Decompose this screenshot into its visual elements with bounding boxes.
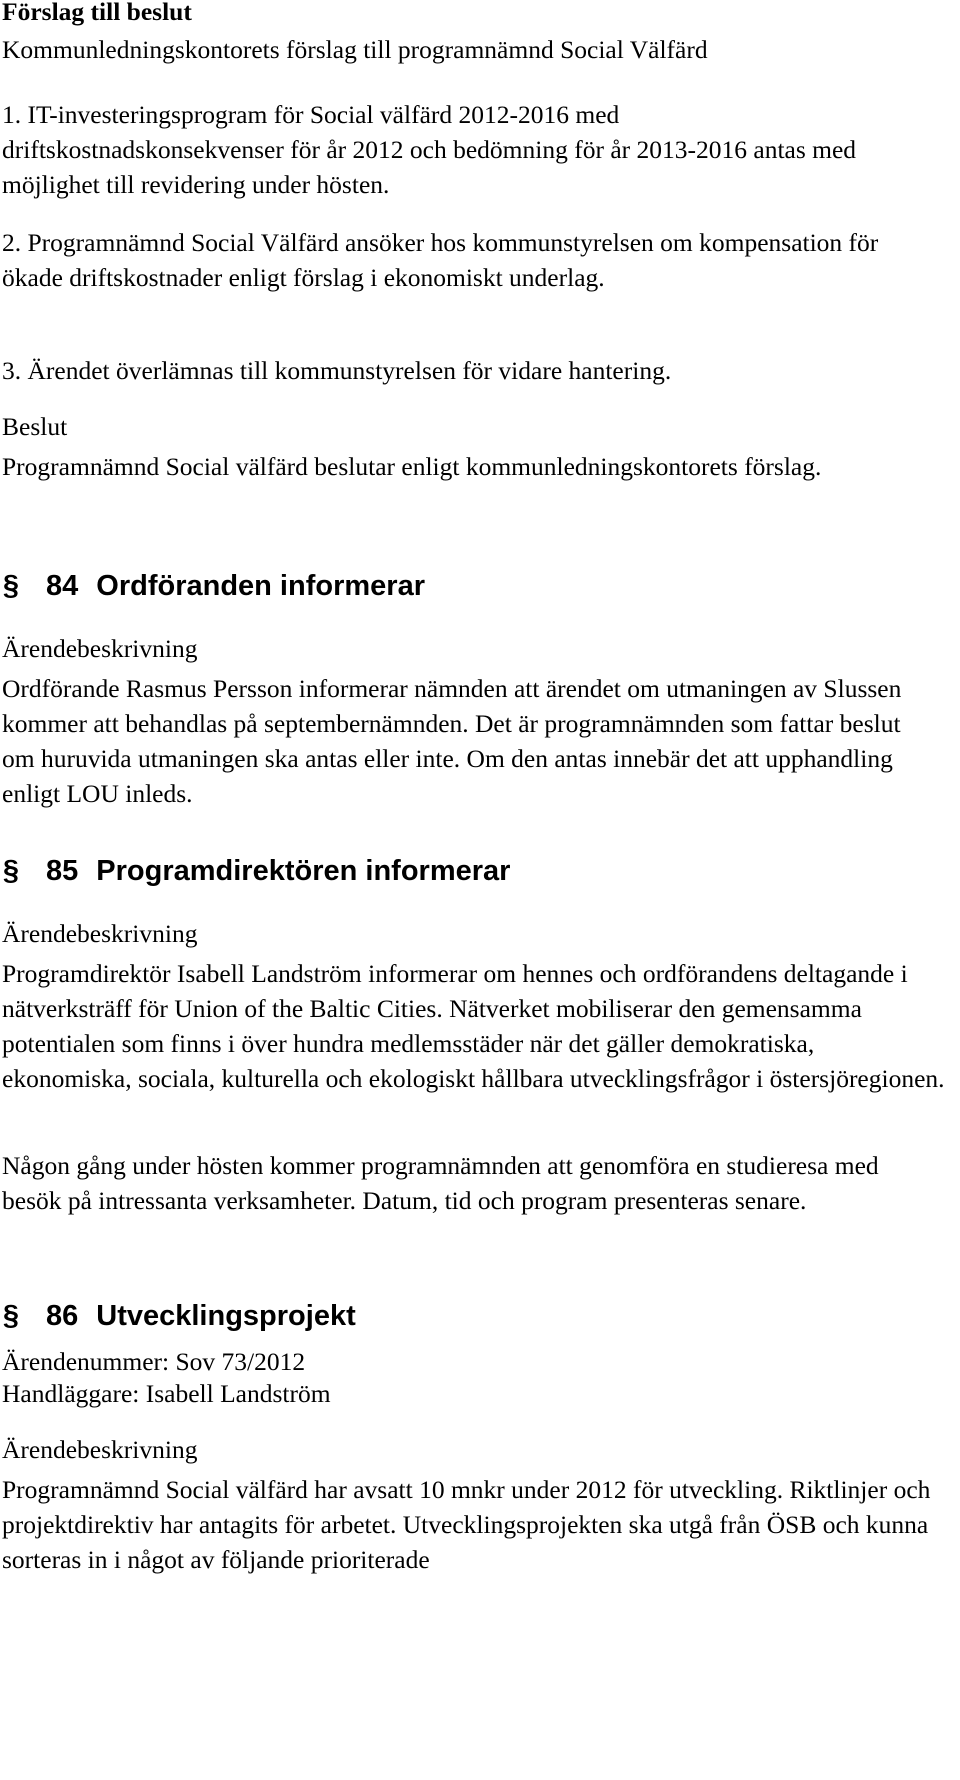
section-sign-icon: § — [2, 1300, 20, 1332]
forslag-item-2: 2. Programnämnd Social Välfärd ansöker hos kommunstyrelsen om kompensation för ökade driftskostnader enligt förslag i ekonomiskt underlag. — [2, 228, 879, 292]
section-number: 86 — [46, 1300, 79, 1332]
section-84-heading — [2, 566, 960, 606]
section-title: Programdirektören informerar — [96, 855, 511, 887]
beslut-heading: Beslut — [2, 412, 68, 441]
forslag-item-3: 3. Ärendet överlämnas till kommunstyrelsen för vidare hantering. — [2, 356, 672, 385]
forslag-item-1: 1. IT-investeringsprogram för Social välfärd 2012-2016 med driftskostnadskonsekvenser för år 2012 och bedömning för år 2013-2016 antas med möjlighet till revidering under hösten. — [2, 100, 857, 199]
forslag-heading: Förslag till beslut — [2, 0, 192, 26]
section-84-text: Ordförande Rasmus Persson informerar nämnden att ärendet om utmaningen av Slussen kommer att behandlas på septembernämnden. Det är programnämnden som fattar beslut om huruvida utmaningen ska antas eller inte. Om den antas innebär det att upphandling enligt LOU inleds. — [2, 674, 902, 808]
section-86-text: Programnämnd Social välfärd har avsatt 10 mnkr under 2012 för utveckling. Riktlinjer och projektdirektiv har antagits för arbetet. Utvecklingsprojekten ska utgå från ÖSB och kunna sorteras in i något av följande prioriterade — [2, 1475, 931, 1574]
section-title: Utvecklingsprojekt — [96, 1300, 356, 1332]
beslut-text: Programnämnd Social välfärd beslutar enligt kommunledningskontorets förslag. — [2, 452, 822, 481]
section-sign-icon: § — [2, 855, 20, 887]
section-85-heading — [2, 851, 960, 891]
forslag-intro: Kommunledningskontorets förslag till programnämnd Social Välfärd — [2, 35, 708, 64]
section-86-heading — [2, 1296, 960, 1336]
handlaggare: Handläggare: Isabell Landström — [2, 1379, 331, 1408]
section-title: Ordföranden informerar — [96, 570, 425, 602]
arendenummer: Ärendenummer: Sov 73/2012 — [2, 1347, 306, 1376]
section-sign-icon: § — [2, 570, 20, 602]
section-85-text-1: Programdirektör Isabell Landström informerar om hennes och ordförandens deltagande i nätverksträff för Union of the Baltic Cities. Nätverket mobiliserar den gemensamma potentialen som finns i över hundra medlemsstäder när det gäller demokratiska, ekonomiska, sociala, kulturella och ekologiskt hållbara utvecklingsfrågor i östersjöregionen. — [2, 959, 945, 1093]
section-number: 84 — [46, 570, 79, 602]
section-84-subheading: Ärendebeskrivning — [2, 634, 198, 663]
section-85-subheading: Ärendebeskrivning — [2, 919, 198, 948]
section-85-text-2: Någon gång under hösten kommer programnämnden att genomföra en studieresa med besök på intressanta verksamheter. Datum, tid och program presenteras senare. — [2, 1151, 879, 1215]
section-number: 85 — [46, 855, 79, 887]
section-86-subheading: Ärendebeskrivning — [2, 1435, 198, 1464]
